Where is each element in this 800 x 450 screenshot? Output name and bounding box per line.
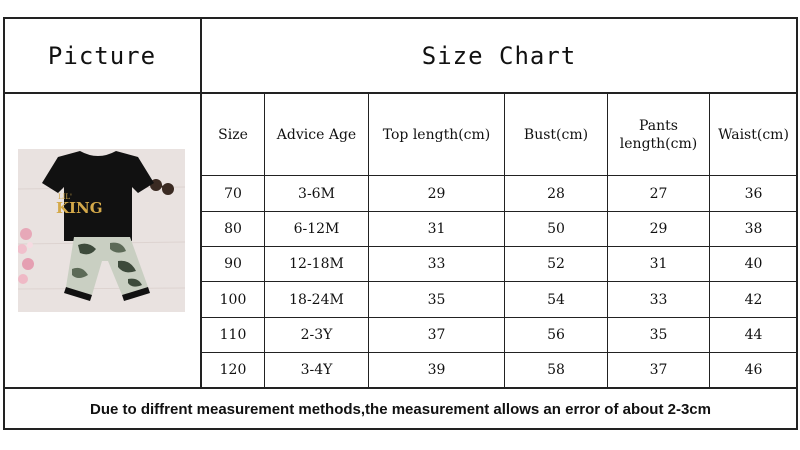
cell-bust: 52 xyxy=(547,256,565,272)
cell-pants-length: 37 xyxy=(649,362,668,378)
cell-top-length: 31 xyxy=(427,221,446,237)
cell-bust: 28 xyxy=(547,185,565,202)
cell-advice-age: 6-12M xyxy=(293,221,340,237)
cell-size: 80 xyxy=(224,221,242,237)
cell-advice-age: 3-6M xyxy=(298,185,335,202)
cell-top-length: 33 xyxy=(427,256,446,272)
cell-pants-length: 31 xyxy=(649,256,668,272)
picture-header: Picture xyxy=(47,42,157,70)
col-header-advice-age: Advice Age xyxy=(276,126,357,143)
cell-bust: 54 xyxy=(547,291,565,308)
cell-pants-length: 35 xyxy=(649,327,668,343)
cell-bust: 58 xyxy=(547,362,565,378)
col-header-top-length: Top length(cm) xyxy=(382,126,491,143)
cell-size: 100 xyxy=(219,291,247,308)
cell-waist: 40 xyxy=(744,256,763,272)
cell-waist: 38 xyxy=(744,221,763,237)
svg-text:LIL': LIL' xyxy=(58,193,72,201)
cell-bust: 56 xyxy=(547,327,565,343)
cell-waist: 42 xyxy=(744,291,763,308)
cell-advice-age: 2-3Y xyxy=(300,327,333,343)
cell-top-length: 37 xyxy=(427,327,446,343)
cell-size: 90 xyxy=(224,256,242,272)
product-photo xyxy=(18,149,185,312)
svg-text:KING: KING xyxy=(56,199,103,217)
cell-advice-age: 3-4Y xyxy=(300,362,333,378)
cell-waist: 36 xyxy=(744,185,763,202)
cell-pants-length: 27 xyxy=(649,185,668,202)
col-header-pants-length: Pants length(cm) xyxy=(619,117,698,152)
size-chart-title: Size Chart xyxy=(421,42,577,70)
cell-size: 70 xyxy=(224,185,242,202)
measurement-note: Due to diffrent measurement methods,the measurement allows an error of about 2-3cm xyxy=(90,400,711,418)
cell-size: 110 xyxy=(219,327,247,343)
cell-pants-length: 29 xyxy=(649,221,668,237)
cell-top-length: 39 xyxy=(427,362,446,378)
col-header-bust: Bust(cm) xyxy=(523,126,589,143)
cell-top-length: 35 xyxy=(427,291,446,308)
cell-top-length: 29 xyxy=(427,185,446,202)
cell-bust: 50 xyxy=(547,221,565,237)
col-header-waist: Waist(cm) xyxy=(718,126,789,143)
cell-advice-age: 18-24M xyxy=(289,291,344,308)
cell-waist: 46 xyxy=(744,362,763,378)
cell-pants-length: 33 xyxy=(649,291,668,308)
cell-waist: 44 xyxy=(744,327,763,343)
cell-size: 120 xyxy=(219,362,247,378)
cell-advice-age: 12-18M xyxy=(289,256,344,272)
col-header-size: Size xyxy=(218,126,248,143)
